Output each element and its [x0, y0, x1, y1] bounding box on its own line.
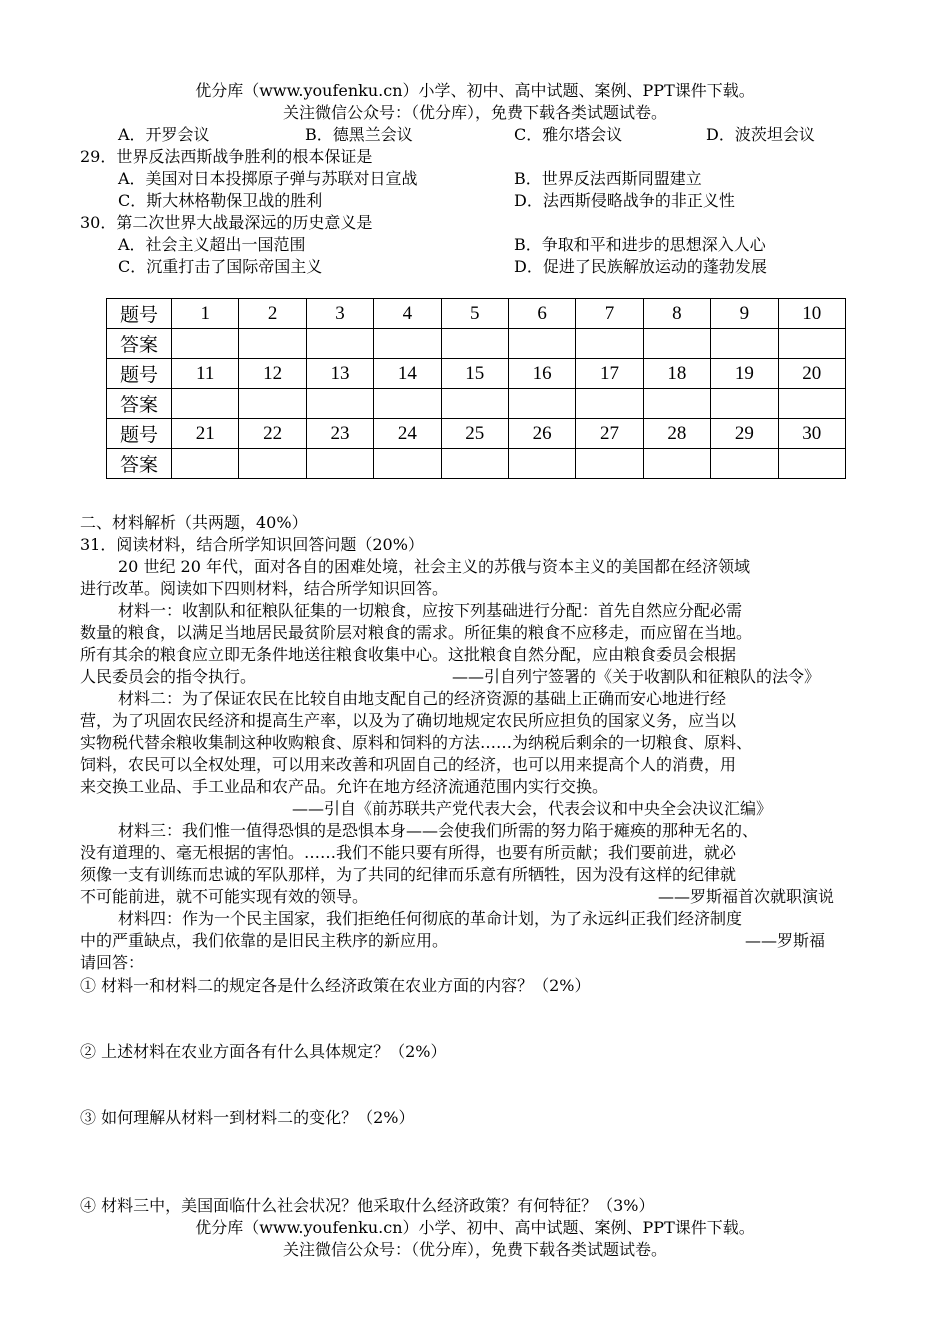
question-number-cell: 22 — [239, 419, 306, 449]
q29-option-b: B．世界反法西斯同盟建立 — [514, 169, 702, 188]
answer-row-label: 答案 — [107, 449, 172, 479]
answer-row-label: 答案 — [107, 329, 172, 359]
answer-cell[interactable] — [778, 329, 845, 359]
q28-option-c: C．雅尔塔会议 — [514, 125, 623, 144]
question-number-cell: 13 — [306, 359, 373, 389]
q29-option-a: A．美国对日本投掷原子弹与苏联对日宣战 — [118, 169, 418, 188]
material-2-line: 实物税代替余粮收集制这种收购粮食、原料和饲料的方法……为纳税后剩余的一切粮食、原料、 — [80, 733, 753, 752]
question-number-cell: 17 — [576, 359, 643, 389]
number-row-label: 题号 — [107, 419, 172, 449]
header-line-2: 关注微信公众号：（优分库），免费下载各类试题试卷。 — [282, 103, 667, 122]
question-number-cell: 9 — [711, 299, 778, 329]
number-row — [107, 299, 846, 329]
answer-cell[interactable] — [643, 389, 710, 419]
answer-row — [107, 449, 846, 479]
q30-option-c: C．沉重打击了国际帝国主义 — [118, 257, 323, 276]
question-number-cell: 1 — [172, 299, 239, 329]
intro-line: 20 世纪 20 年代，面对各自的困难处境，社会主义的苏俄与资本主义的美国都在经济领域 — [118, 557, 750, 576]
question-number-cell: 24 — [374, 419, 441, 449]
answer-cell[interactable] — [711, 389, 778, 419]
answer-cell[interactable] — [778, 449, 845, 479]
answer-cell[interactable] — [172, 329, 239, 359]
answer-cell[interactable] — [711, 329, 778, 359]
material-2-source: ——引自《前苏联共产党代表大会，代表会议和中央全会决议汇编》 — [292, 799, 773, 818]
answer-cell[interactable] — [374, 449, 441, 479]
q28-option-d: D．波茨坦会议 — [706, 125, 815, 144]
number-row-label: 题号 — [107, 359, 172, 389]
number-row-label: 题号 — [107, 299, 172, 329]
question-number-cell: 15 — [441, 359, 508, 389]
question-number-cell: 16 — [508, 359, 575, 389]
material-4-line: 材料四：作为一个民主国家，我们拒绝任何彻底的革命计划，为了永远纠正我们经济制度 — [118, 909, 743, 928]
material-1-source: ——引自列宁签署的《关于收割队和征粮队的法令》 — [452, 667, 821, 686]
material-4-source: ——罗斯福 — [745, 931, 826, 950]
question-number-cell: 20 — [778, 359, 845, 389]
question-number-cell: 14 — [374, 359, 441, 389]
answer-cell[interactable] — [778, 389, 845, 419]
material-3-line: 不可能前进，就不可能实现有效的领导。 — [80, 887, 369, 906]
number-row — [107, 359, 846, 389]
answer-cell[interactable] — [172, 449, 239, 479]
question-number-cell: 19 — [711, 359, 778, 389]
material-2-line: 材料二：为了保证农民在比较自由地支配自己的经济资源的基础上正确而安心地进行经 — [118, 689, 727, 708]
question-number-cell: 8 — [643, 299, 710, 329]
material-3-source: ——罗斯福首次就职演说 — [658, 887, 835, 906]
answer-cell[interactable] — [576, 389, 643, 419]
q28-option-a: A．开罗会议 — [118, 125, 210, 144]
material-2-line: 营，为了巩固农民经济和提高生产率，以及为了确切地规定农民所应担负的国家义务，应当以 — [80, 711, 737, 730]
question-number-cell: 3 — [306, 299, 373, 329]
question-3: ③ 如何理解从材料一到材料二的变化？（2%） — [80, 1108, 415, 1127]
answer-cell[interactable] — [239, 329, 306, 359]
material-2-line: 来交换工业品、手工业品和农产品。允许在地方经济流通范围内实行交换。 — [80, 777, 609, 796]
answer-row-label: 答案 — [107, 389, 172, 419]
material-3-line: 须像一支有训练而忠诚的军队那样，为了共同的纪律而乐意有所牺牲，因为没有这样的纪律就 — [80, 865, 737, 884]
question-number-cell: 10 — [778, 299, 845, 329]
material-1-line: 数量的粮食，以满足当地居民最贫阶层对粮食的需求。所征集的粮食不应移走，而应留在当地。 — [80, 623, 753, 642]
question-number-cell: 29 — [711, 419, 778, 449]
material-4-line: 中的严重缺点，我们依靠的是旧民主秩序的新应用。 — [80, 931, 449, 950]
answer-row — [107, 389, 846, 419]
answer-cell[interactable] — [441, 329, 508, 359]
question-1: ① 材料一和材料二的规定各是什么经济政策在农业方面的内容？（2%） — [80, 976, 591, 995]
q30-option-d: D．促进了民族解放运动的蓬勃发展 — [514, 257, 767, 276]
q30-option-a: A．社会主义超出一国范围 — [118, 235, 306, 254]
intro-line: 进行改革。阅读如下四则材料，结合所学知识回答。 — [80, 579, 449, 598]
footer-line-1: 优分库（www.youfenku.cn）小学、初中、高中试题、案例、PPT课件下载。 — [195, 1218, 755, 1237]
answer-cell[interactable] — [576, 329, 643, 359]
q31-stem: 31．阅读材料，结合所学知识回答问题（20%） — [80, 535, 424, 554]
question-number-cell: 23 — [306, 419, 373, 449]
question-number-cell: 25 — [441, 419, 508, 449]
number-row — [107, 419, 846, 449]
header-line-1: 优分库（www.youfenku.cn）小学、初中、高中试题、案例、PPT课件下载。 — [195, 81, 755, 100]
answer-cell[interactable] — [374, 329, 441, 359]
question-2: ② 上述材料在农业方面各有什么具体规定？（2%） — [80, 1042, 447, 1061]
answer-cell[interactable] — [239, 389, 306, 419]
answer-cell[interactable] — [508, 449, 575, 479]
answer-cell[interactable] — [508, 329, 575, 359]
answer-cell[interactable] — [441, 449, 508, 479]
question-number-cell: 18 — [643, 359, 710, 389]
question-number-cell: 26 — [508, 419, 575, 449]
answer-cell[interactable] — [441, 389, 508, 419]
answer-cell[interactable] — [306, 329, 373, 359]
question-number-cell: 28 — [643, 419, 710, 449]
q29-option-d: D．法西斯侵略战争的非正义性 — [514, 191, 735, 210]
question-number-cell: 11 — [172, 359, 239, 389]
question-number-cell: 21 — [172, 419, 239, 449]
answer-cell[interactable] — [374, 389, 441, 419]
answer-cell[interactable] — [643, 449, 710, 479]
answer-cell[interactable] — [306, 389, 373, 419]
question-number-cell: 5 — [441, 299, 508, 329]
answer-cell[interactable] — [306, 449, 373, 479]
material-3-line: 材料三：我们惟一值得恐惧的是恐惧本身——会使我们所需的努力陷于瘫痪的那种无名的、 — [118, 821, 759, 840]
q29-option-c: C．斯大林格勒保卫战的胜利 — [118, 191, 323, 210]
answer-cell[interactable] — [239, 449, 306, 479]
question-number-cell: 6 — [508, 299, 575, 329]
question-number-cell: 4 — [374, 299, 441, 329]
question-4: ④ 材料三中，美国面临什么社会状况？他采取什么经济政策？有何特征？（3%） — [80, 1196, 655, 1215]
q28-option-b: B．德黑兰会议 — [305, 125, 413, 144]
ask-label: 请回答： — [80, 953, 145, 972]
material-1-line: 材料一：收割队和征粮队征集的一切粮食，应按下列基础进行分配：首先自然应分配必需 — [118, 601, 743, 620]
answer-table — [106, 298, 846, 479]
answer-row — [107, 329, 846, 359]
question-number-cell: 30 — [778, 419, 845, 449]
material-1-line: 所有其余的粮食应立即无条件地送往粮食收集中心。这批粮食自然分配，应由粮食委员会根据 — [80, 645, 737, 664]
answer-cell[interactable] — [172, 389, 239, 419]
question-number-cell: 2 — [239, 299, 306, 329]
question-number-cell: 12 — [239, 359, 306, 389]
question-number-cell: 7 — [576, 299, 643, 329]
q30-stem: 30．第二次世界大战最深远的历史意义是 — [80, 213, 373, 232]
q29-stem: 29．世界反法西斯战争胜利的根本保证是 — [80, 147, 373, 166]
section-title: 二、材料解析（共两题，40%） — [80, 513, 308, 532]
q30-option-b: B．争取和平和进步的思想深入人心 — [514, 235, 766, 254]
footer-line-2: 关注微信公众号：（优分库），免费下载各类试题试卷。 — [282, 1240, 667, 1259]
material-3-line: 没有道理的、毫无根据的害怕。……我们不能只要有所得，也要有所贡献；我们要前进，就必 — [80, 843, 737, 862]
question-number-cell: 27 — [576, 419, 643, 449]
answer-cell[interactable] — [711, 449, 778, 479]
material-2-line: 饲料，农民可以全权处理，可以用来改善和巩固自己的经济，也可以用来提高个人的消费，用 — [80, 755, 737, 774]
answer-cell[interactable] — [508, 389, 575, 419]
answer-cell[interactable] — [576, 449, 643, 479]
answer-cell[interactable] — [643, 329, 710, 359]
material-1-line: 人民委员会的指令执行。 — [80, 667, 257, 686]
